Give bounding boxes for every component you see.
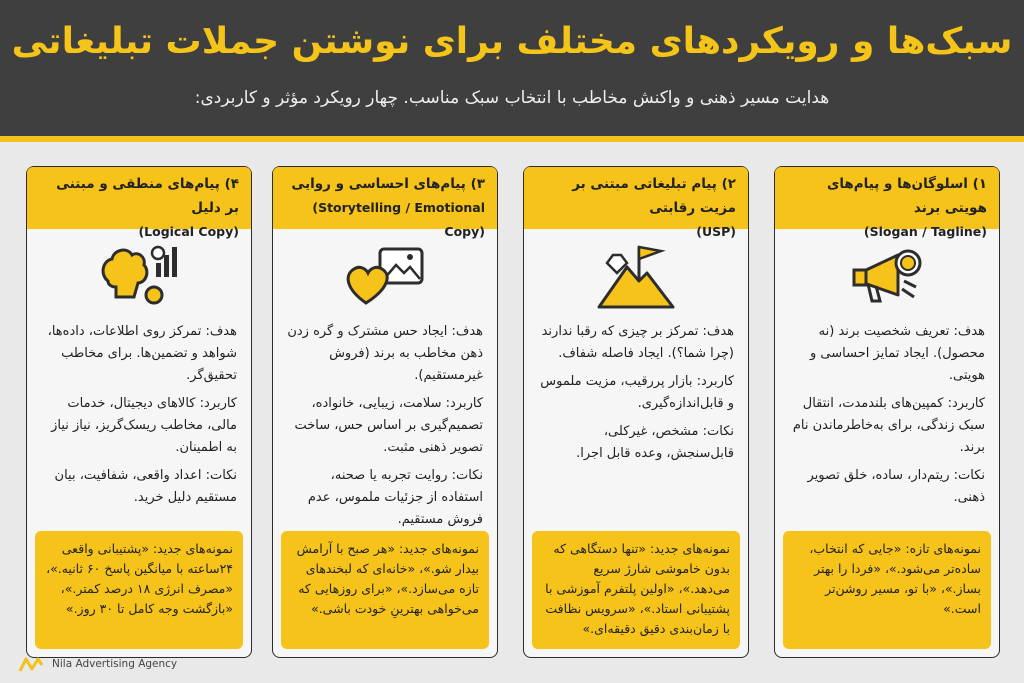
- card-logical: [26, 166, 252, 658]
- card-slogan: [774, 166, 1000, 658]
- card-samples: نمونه‌های جدید: «هر صبح با آرامش بیدار شو.»، «خانه‌ای که لبخندهای تازه می‌سازد.»، «برای روزهایی که می‌خواهی بهترینِ خودت باشی.»: [281, 531, 489, 649]
- agency-logo-icon: [18, 655, 44, 673]
- accent-divider: [0, 136, 1024, 142]
- header-banner: [0, 0, 1024, 136]
- page-subtitle: هدایت مسیر ذهنی و واکنش مخاطب با انتخاب سبک مناسب. چهار رویکرد مؤثر و کاربردی:: [194, 88, 830, 108]
- card-header: [524, 167, 748, 239]
- card-header: [775, 167, 999, 239]
- card-body: [789, 321, 985, 515]
- card-tip: نکات: روایت تجربه یا صحنه، استفاده از جزئیات ملموس، عدم فروش مستقیم.: [307, 468, 483, 527]
- card-goal: هدف: تعریف شخصیت برند (نه محصول). ایجاد تمایز احساسی و هویتی.: [810, 324, 985, 383]
- card-tip: نکات: ریتم‌دار، ساده، خلق تصویر ذهنی.: [807, 468, 985, 505]
- card-title-en: (Logical Copy): [138, 224, 239, 239]
- card-body: [287, 321, 483, 537]
- card-usage: کاربرد: بازار پررقیب، مزیت ملموس و قابل‌اندازه‌گیری.: [540, 374, 734, 411]
- card-header: [273, 167, 497, 239]
- agency-name: Nila Advertising Agency: [52, 658, 178, 670]
- card-body: [538, 321, 734, 471]
- card-usp: [523, 166, 749, 658]
- heart-picture-icon: [273, 241, 497, 313]
- card-usage: کاربرد: کمپین‌های بلندمدت، انتقال سبک زندگی، برای به‌خاطرماندن نام برند.: [792, 396, 985, 455]
- card-samples: نمونه‌های جدید: «پشتیبانی واقعی ۲۴ساعته با میانگین پاسخ ۶۰ ثانیه.»، «مصرف انرژی ۱۸ درصد کمتر.»، «بازگشت وجه کامل تا ۳۰ روز.»: [35, 531, 243, 649]
- card-samples: نمونه‌های جدید: «تنها دستگاهی که بدون خاموشی شارژ سریع می‌دهد.»، «اولین پلتفرم آموزشی با پشتیبانی استاد.»، «سرویس نظافت با زمان‌بندی دقیق دقیقه‌ای.»: [532, 531, 740, 649]
- card-usage: کاربرد: کالاهای دیجیتال، خدمات مالی، مخاطب ریسک‌گریز، نیاز نیاز به اطمینان.: [51, 396, 237, 455]
- card-goal: هدف: تمرکز بر چیزی که رقبا ندارند (چرا شما؟). ایجاد فاصله شفاف.: [541, 324, 734, 361]
- card-header: [27, 167, 251, 239]
- card-tip: نکات: اعداد واقعی، شفافیت، بیان مستقیم دلیل خرید.: [54, 468, 237, 505]
- card-title: ۱) اسلوگان‌ها و پیام‌های هویتی برند: [826, 176, 987, 216]
- footer-brand: [18, 654, 177, 674]
- card-usage: کاربرد: سلامت، زیبایی، خانواده، تصمیم‌گیری بر اساس حس، ساخت تصویر ذهنی مثبت.: [294, 396, 483, 455]
- card-emotional: [272, 166, 498, 658]
- card-body: [41, 321, 237, 515]
- brain-gears-icon: [27, 241, 251, 313]
- mountain-flag-icon: [524, 241, 748, 313]
- page-title: سبک‌ها و رویکردهای مختلف برای نوشتن جملات تبلیغاتی: [11, 21, 1013, 62]
- card-tip: نکات: مشخص، غیرکلی، قابل‌سنجش، وعده قابل اجرا.: [576, 424, 734, 461]
- card-goal: هدف: تمرکز روی اطلاعات، داده‌ها، شواهد و تضمین‌ها. برای مخاطب تحقیق‌گر.: [47, 324, 237, 383]
- card-title: ۳) پیام‌های احساسی و روایی: [291, 176, 485, 192]
- card-samples: نمونه‌های تازه: «جایی که انتخاب، ساده‌تر می‌شود.»، «فردا را بهتر بساز.»، «با تو، مسیر روشن‌تر است.»: [783, 531, 991, 649]
- card-title-en: (Slogan / Tagline): [863, 224, 987, 239]
- card-title: ۲) پیام تبلیغاتی مبتنی بر مزیت رقابتی: [572, 176, 736, 216]
- card-title-en: (USP): [696, 224, 736, 239]
- megaphone-icon: [775, 241, 999, 313]
- card-title-en: (Storytelling / Emotional Copy): [312, 200, 485, 239]
- card-goal: هدف: ایجاد حس مشترک و گره زدن ذهن مخاطب به برند (فروش غیرمستقیم).: [287, 324, 483, 383]
- card-title: ۴) پیام‌های منطقی و مبتنی بر دلیل: [56, 176, 239, 216]
